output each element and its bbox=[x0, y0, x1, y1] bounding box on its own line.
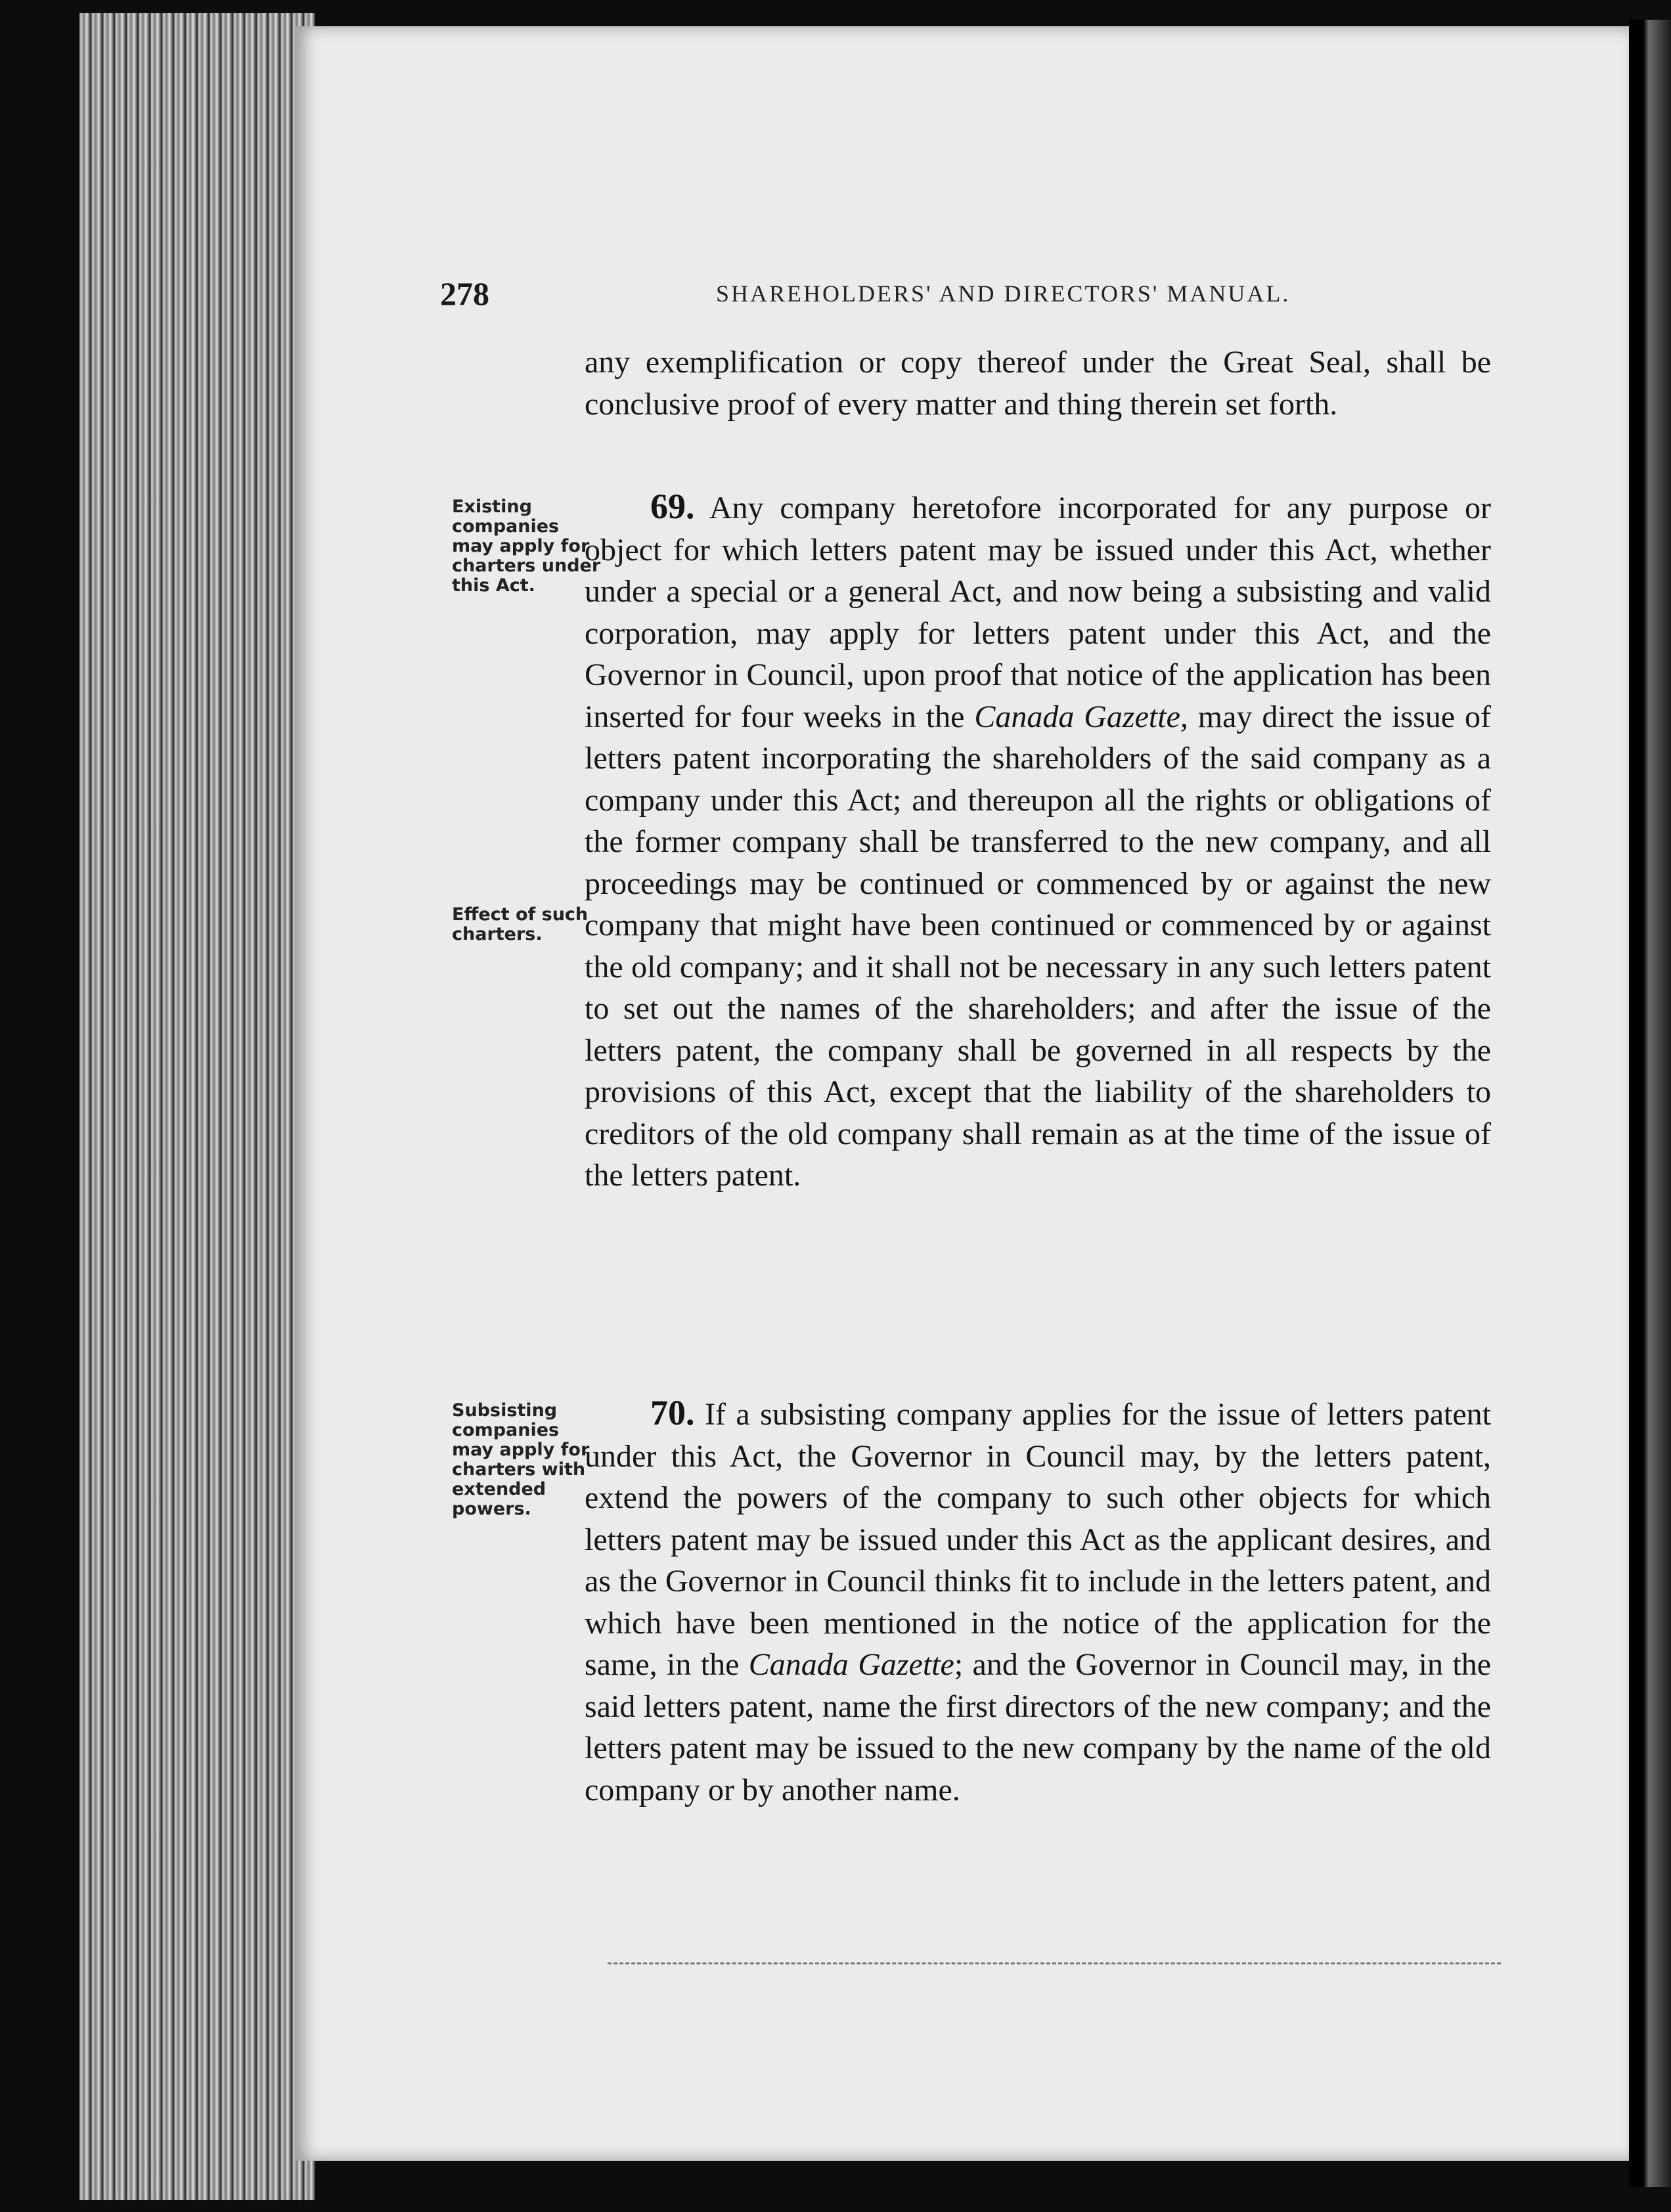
margin-note-effect-of-charters: Effect of such charters. bbox=[452, 904, 589, 944]
facing-page-edge bbox=[1629, 20, 1671, 2187]
margin-note-subsisting-companies: Subsisting companies may apply for charters with extended powers. bbox=[452, 1400, 590, 1519]
page-header bbox=[440, 275, 1373, 321]
section-69-number: 69. bbox=[650, 487, 695, 526]
section-69 bbox=[585, 486, 1491, 1197]
section-70-italic: Canada Gazette bbox=[748, 1647, 954, 1682]
page-number: 278 bbox=[440, 275, 489, 312]
continuation-paragraph bbox=[585, 342, 1491, 425]
section-69-italic: Canada Gazette, bbox=[974, 699, 1188, 734]
margin-note-existing-companies: Existing companies may apply for charters under this Act. bbox=[452, 497, 601, 596]
section-69-text-1: Any company heretofore incorporated for any purpose or object for which letters patent may be issued under this Act, whether under a special or a general Act, and now being a subsisting and valid corporation, may apply for letters patent under this Act, and the Governor in Council, upon proof that notice of the application has been inserted for four weeks in the bbox=[585, 491, 1491, 734]
continuation-text: any exemplification or copy thereof under the Great Seal, shall be conclusive proof of every matter and thing therein set forth. bbox=[585, 345, 1491, 422]
section-70-paragraph bbox=[585, 1392, 1491, 1811]
page-edges bbox=[79, 13, 315, 2200]
section-69-text-2: may direct the issue of letters patent incorporating the shareholders of the said company as a company under this Act; and thereupon all the rights or obligations of the former company shall be transferred to the new company, and all proceedings may be continued or commenced by or against the new company that might have been continued or commenced by or against the old company; and it shall not be necessary in any such letters patent to set out the names of the shareholders; and after the issue of the letters patent, the company shall be governed in all respects by the provisions of this Act, except that the liability of the shareholders to creditors of the old company shall remain as at the time of the issue of the letters patent. bbox=[585, 699, 1492, 1193]
section-69-paragraph bbox=[585, 486, 1491, 1197]
section-70-text-2: ; and the Governor in Council may, in the said letters patent, name the first directors of the new company; and the letters patent may be issued to the new company by the name of the old company or by another name. bbox=[585, 1647, 1492, 1807]
running-title: SHAREHOLDERS' AND DIRECTORS' MANUAL. bbox=[716, 280, 1291, 307]
section-70-number: 70. bbox=[650, 1393, 695, 1432]
end-rule bbox=[608, 1962, 1501, 1964]
section-70 bbox=[585, 1392, 1491, 1811]
section-70-text-1: If a subsisting company applies for the issue of letters patent under this Act, the Governor in Council may, by the letters patent, extend the powers of the company to such other objects for which letters patent may be issued under this Act as the applicant desires, and as the Governor in Council thinks fit to include in the letters patent, and which have been mentioned in the notice of the application for the same, in the bbox=[585, 1397, 1491, 1682]
